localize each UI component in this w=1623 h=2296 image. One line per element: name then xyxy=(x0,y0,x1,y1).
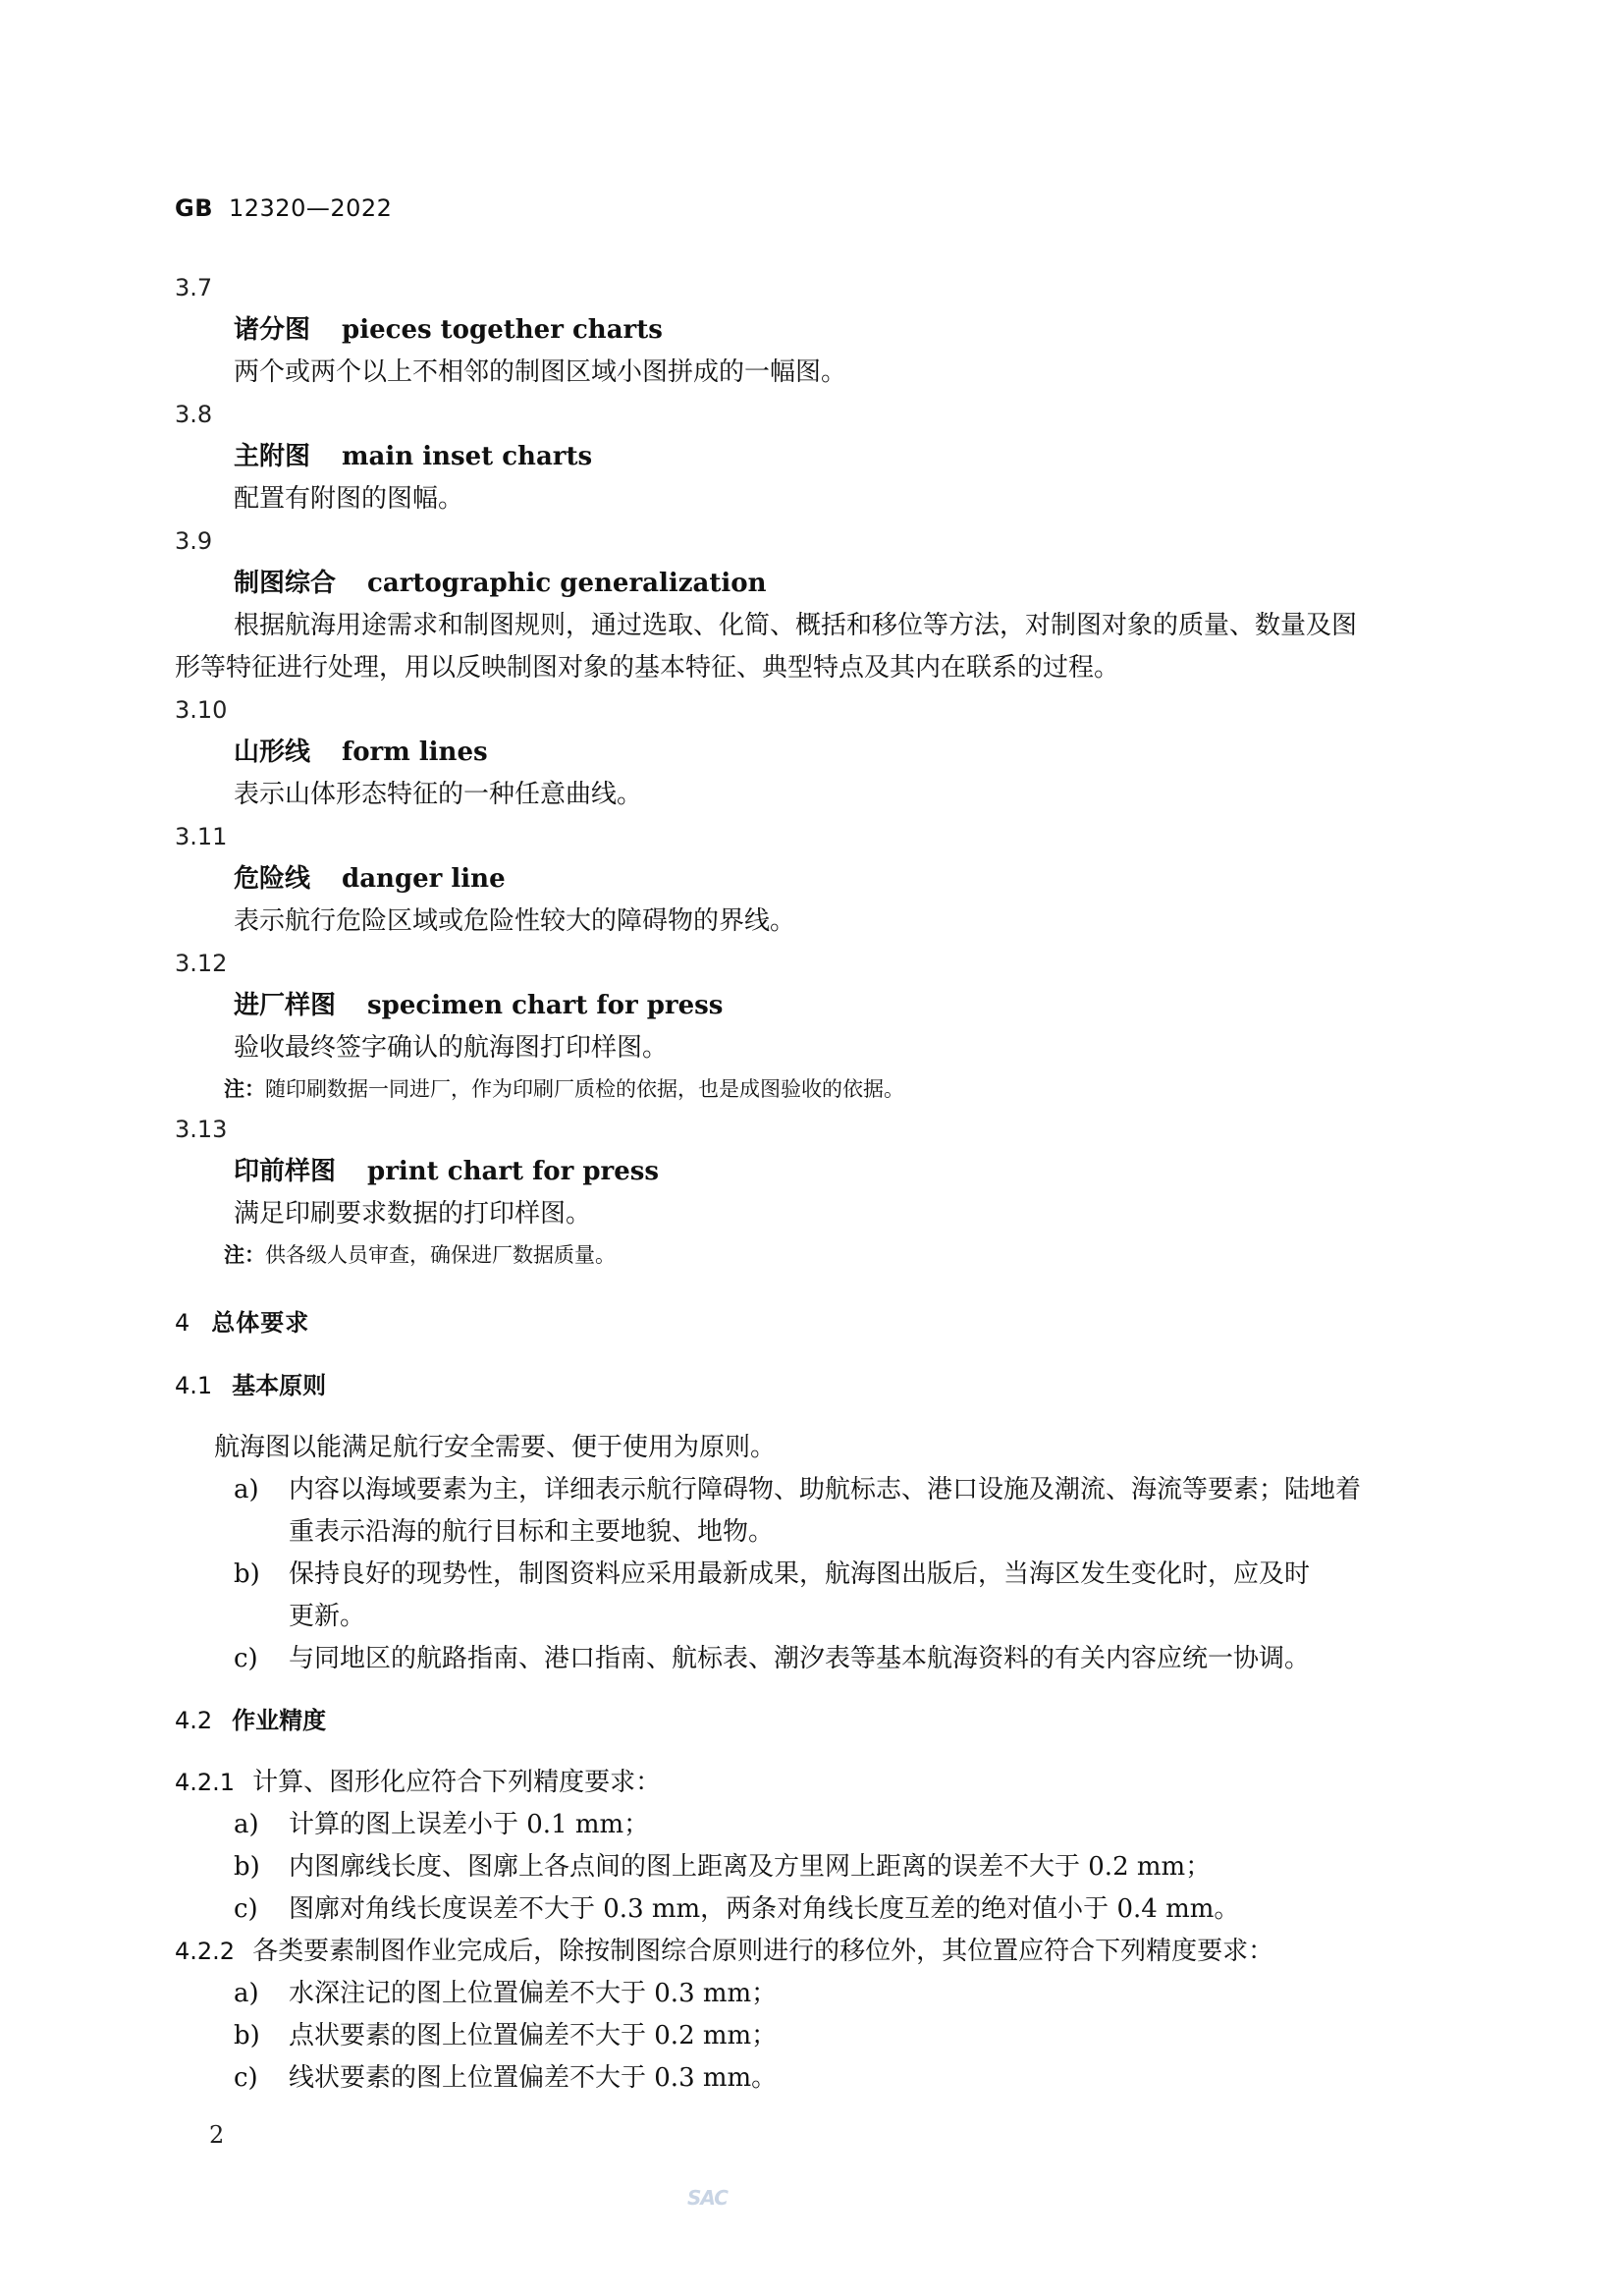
clause-number: 4.2.2 xyxy=(175,1938,236,1965)
note-text: 随印刷数据一同进厂，作为印刷厂质检的依据，也是成图验收的依据。 xyxy=(265,1077,904,1101)
list-marker: a) xyxy=(234,1979,259,2008)
subsection-number: 4.2 xyxy=(175,1707,213,1734)
term-number: 3.11 xyxy=(175,823,228,850)
term-definition: 配置有附图的图幅。 xyxy=(234,484,464,514)
term-heading xyxy=(175,436,1451,478)
list-marker: c) xyxy=(234,1644,258,1673)
term-en: pieces together charts xyxy=(342,315,663,345)
note-label: 注： xyxy=(224,1076,265,1101)
clause-4-2-1 xyxy=(175,1762,1451,1804)
page-number: 2 xyxy=(209,2121,225,2149)
standard-number: 12320—2022 xyxy=(229,194,393,222)
list-text: 内容以海域要素为主，详细表示航行障碍物、助航标志、港口设施及潮流、海流等要素；陆地着 xyxy=(289,1475,1362,1504)
page-content xyxy=(175,267,1451,2100)
clause-number: 4.2.1 xyxy=(175,1769,236,1796)
subsection-heading-4-1 xyxy=(175,1365,1451,1407)
sac-logo: SAC xyxy=(687,2186,728,2210)
list-text: 点状要素的图上位置偏差不大于 0.2 mm； xyxy=(289,2021,778,2050)
list-item xyxy=(175,1804,1451,1846)
term-heading xyxy=(175,985,1451,1027)
list-text: 与同地区的航路指南、港口指南、航标表、潮汐表等基本航海资料的有关内容应统一协调。 xyxy=(289,1644,1311,1673)
term-heading xyxy=(175,309,1451,352)
list-text: 图廓对角线长度误差不大于 0.3 mm，两条对角线长度互差的绝对值小于 0.4 mm。 xyxy=(289,1894,1240,1924)
term-note xyxy=(175,1235,1451,1275)
term-number: 3.13 xyxy=(175,1116,228,1143)
term-definition: 表示山体形态特征的一种任意曲线。 xyxy=(234,780,643,809)
list-item xyxy=(175,1846,1451,1888)
term-definition-continued: 形等特征进行处理，用以反映制图对象的基本特征、典型特点及其内在联系的过程。 xyxy=(175,653,1120,683)
term-number: 3.12 xyxy=(175,950,228,977)
clause-text: 计算、图形化应符合下列精度要求： xyxy=(252,1768,662,1797)
list-item-continued: 更新。 xyxy=(289,1602,366,1631)
term-zh: 山形线 xyxy=(234,738,311,767)
subsection-title: 作业精度 xyxy=(232,1707,327,1734)
term-en: specimen chart for press xyxy=(367,991,724,1020)
list-item xyxy=(175,2057,1451,2100)
term-en: main inset charts xyxy=(342,442,593,471)
list-item-continued: 重表示沿海的航行目标和主要地貌、地物。 xyxy=(289,1517,775,1547)
list-item xyxy=(175,2015,1451,2057)
page-header xyxy=(175,194,392,222)
term-heading xyxy=(175,732,1451,774)
term-heading xyxy=(175,858,1451,901)
clause-text: 各类要素制图作业完成后，除按制图综合原则进行的移位外，其位置应符合下列精度要求： xyxy=(252,1937,1274,1966)
list-marker: b) xyxy=(234,1559,260,1589)
list-text: 水深注记的图上位置偏差不大于 0.3 mm； xyxy=(289,1979,778,2008)
clause-4-2-2 xyxy=(175,1931,1451,1973)
term-number: 3.10 xyxy=(175,696,228,724)
list-item xyxy=(175,1888,1451,1931)
list-item xyxy=(175,1973,1451,2015)
list-marker: a) xyxy=(234,1475,259,1504)
term-zh: 印前样图 xyxy=(234,1157,337,1186)
list-text: 保持良好的现势性，制图资料应采用最新成果，航海图出版后，当海区发生变化时，应及时 xyxy=(289,1559,1311,1589)
list-text: 计算的图上误差小于 0.1 mm； xyxy=(289,1810,650,1839)
list-marker: a) xyxy=(234,1810,259,1839)
term-number: 3.8 xyxy=(175,401,213,428)
list-marker: c) xyxy=(234,2063,258,2093)
term-zh: 主附图 xyxy=(234,442,311,471)
term-en: print chart for press xyxy=(367,1157,660,1186)
note-label: 注： xyxy=(224,1242,265,1267)
term-zh: 制图综合 xyxy=(234,569,337,598)
list-item xyxy=(175,1554,1451,1596)
term-zh: 进厂样图 xyxy=(234,991,337,1020)
term-en: form lines xyxy=(342,738,488,767)
paragraph: 航海图以能满足航行安全需要、便于使用为原则。 xyxy=(214,1433,777,1462)
term-definition: 验收最终签字确认的航海图打印样图。 xyxy=(234,1033,669,1063)
term-number: 3.7 xyxy=(175,274,213,301)
section-title: 总体要求 xyxy=(211,1309,310,1337)
subsection-heading-4-2 xyxy=(175,1700,1451,1742)
subsection-title: 基本原则 xyxy=(232,1372,327,1399)
list-text: 内图廓线长度、图廓上各点间的图上距离及方里网上距离的误差不大于 0.2 mm； xyxy=(289,1852,1212,1882)
term-zh: 危险线 xyxy=(234,864,311,894)
term-en: cartographic generalization xyxy=(367,569,767,598)
term-number: 3.9 xyxy=(175,527,213,555)
term-heading xyxy=(175,1151,1451,1193)
subsection-number: 4.1 xyxy=(175,1372,213,1399)
term-definition: 满足印刷要求数据的打印样图。 xyxy=(234,1199,592,1229)
section-number: 4 xyxy=(175,1309,190,1337)
term-definition: 根据航海用途需求和制图规则，通过选取、化简、概括和移位等方法，对制图对象的质量、数量及图 xyxy=(234,611,1358,640)
term-en: danger line xyxy=(342,864,506,894)
list-item xyxy=(175,1469,1451,1511)
list-marker: c) xyxy=(234,1894,258,1924)
term-heading xyxy=(175,563,1451,605)
list-text: 线状要素的图上位置偏差不大于 0.3 mm。 xyxy=(289,2063,778,2093)
term-zh: 诸分图 xyxy=(234,315,311,345)
term-definition: 两个或两个以上不相邻的制图区域小图拼成的一幅图。 xyxy=(234,357,847,387)
term-definition: 表示航行危险区域或危险性较大的障碍物的界线。 xyxy=(234,906,796,936)
standard-code: GB xyxy=(175,194,213,222)
list-marker: b) xyxy=(234,2021,260,2050)
note-text: 供各级人员审查，确保进厂数据质量。 xyxy=(265,1243,616,1267)
term-note xyxy=(175,1069,1451,1109)
section-heading-4 xyxy=(175,1300,1451,1345)
list-marker: b) xyxy=(234,1852,260,1882)
list-item xyxy=(175,1638,1451,1680)
